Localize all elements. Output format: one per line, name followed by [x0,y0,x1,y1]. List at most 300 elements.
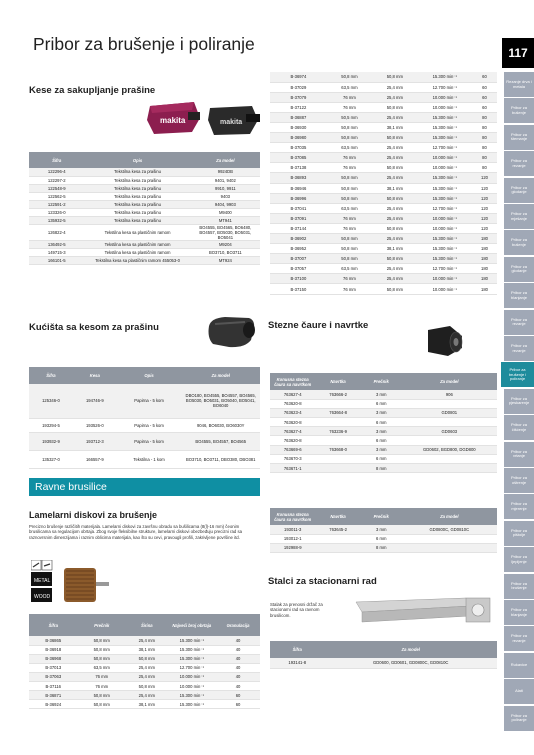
column-header: Konusna stezna čaura sa navrtkom [270,508,315,525]
column-header: Prečnik [361,373,402,390]
table-cell: 76 mm [78,681,127,690]
column-header: Za model [191,152,260,168]
table-cell: 50,8 mm [372,102,417,112]
table-cell: 50,8 mm [126,681,168,690]
table-row [29,200,260,208]
side-tab[interactable]: Pribor za ljepljenje [504,547,534,573]
table-row [270,454,497,463]
table-cell: 38,1 mm [126,700,168,709]
table-cell [315,399,360,408]
table-cell: 15.300 min⁻¹ [418,183,472,193]
side-tab[interactable]: Pribor za rezanje [504,310,534,336]
table-cell: 10.000 min⁻¹ [418,274,472,284]
table-cell: B-37150 [270,284,327,294]
column-header: Granulacija [216,614,260,636]
table-cell: 50,8 mm [78,645,127,654]
flap-discs-table [29,614,260,709]
table-cell: 10.000 min⁻¹ [418,284,472,294]
table-cell: 60 [472,102,497,112]
makita-bag-red-image [144,96,204,138]
column-header: Za model [324,641,497,658]
table-cell: 40 [216,654,260,663]
table-cell: B-36924 [29,700,78,709]
table-row [29,384,260,418]
table-cell: 906 [402,390,497,399]
table-cell: 50,8 mm [372,284,417,294]
table-cell: 38,1 mm [372,183,417,193]
table-cell: Tekstilna kesa sa plastičnim ramom [84,240,190,248]
table-cell: 76 mm [327,163,372,173]
table-cell: 15.300 min⁻¹ [418,193,472,203]
table-cell: 180 [472,244,497,254]
table-cell: 120 [472,203,497,213]
table-cell: 76 mm [78,672,127,681]
table-row [29,216,260,224]
table-cell: 38,1 mm [372,244,417,254]
table-row [29,450,260,468]
table-cell: 25,4 mm [372,264,417,274]
table-cell: 25,4 mm [126,636,168,645]
table-cell: 40 [216,663,260,672]
column-header: Za model [181,367,260,384]
table-cell: 50,8 mm [126,654,168,663]
side-tab[interactable]: Pribor za čišćenje [504,415,534,441]
side-tab[interactable]: Pribor za mješanje [504,204,534,230]
table-cell: MT941 [191,216,260,224]
table-cell: 50,8 mm [78,691,127,700]
table-cell: B-37035 [270,143,327,153]
side-tab[interactable]: Alati [504,679,534,705]
flap-discs-continued-table [270,72,497,295]
table-cell [402,454,497,463]
table-cell [402,464,497,473]
table-cell: 180 [472,234,497,244]
table-cell: 12.700 min⁻¹ [418,264,472,274]
table-cell [402,534,497,543]
table-cell: 6 mm [361,399,402,408]
side-tab[interactable]: Rezanje drva i metala [504,72,534,98]
table-cell: 25,4 mm [372,112,417,122]
table-cell: Papirna - 5 kom [117,384,182,418]
table-row [270,102,497,112]
table-row [29,224,260,240]
table-cell: 6 mm [361,534,402,543]
table-cell: 193012-1 [270,534,315,543]
table-cell: 80 [472,112,497,122]
table-row [270,143,497,153]
table-row [29,654,260,663]
column-header: Kesa [73,367,117,384]
side-tab[interactable]: Pribor za rezanje [504,336,534,362]
table-cell: 3 mm [361,408,402,417]
table-row [270,264,497,274]
table-cell: 50,8 mm [372,254,417,264]
table-row [270,163,497,173]
side-tab[interactable]: Pribor za blanjanje [504,283,534,309]
table-cell: B-37041 [270,203,327,213]
table-cell: 9401, 9402 [191,176,260,184]
table-cell: 122297-2 [29,176,84,184]
table-cell: 50,8 mm [372,193,417,203]
table-cell: 123326-0 [29,208,84,216]
table-cell: 15.300 min⁻¹ [418,173,472,183]
table-cell: 25,4 mm [126,672,168,681]
table-cell: 63,5 mm [327,82,372,92]
table-cell: 50,8 mm [372,72,417,82]
table-cell: 25,4 mm [372,153,417,163]
column-header: Za model [402,508,497,525]
table-cell [402,399,497,408]
table-cell: 763671-1 [270,464,315,473]
table-cell: B-36952 [270,244,327,254]
table-cell: 9403 [191,192,260,200]
svg-text:METAL: METAL [34,578,51,584]
table-cell: 9924DB [191,168,260,176]
side-tab[interactable]: Pribor za bušenje [504,230,534,256]
table-row [270,122,497,132]
table-cell: 10.000 min⁻¹ [418,102,472,112]
table-cell: 126822-4 [29,224,84,240]
table-cell: 136492-5 [29,240,84,248]
section-title-stand: Stalci za stacionarni rad [268,576,377,587]
table-cell: 63,5 mm [327,203,372,213]
table-row [270,173,497,183]
table-cell: 193932-9 [29,432,73,450]
table-cell: Tekstilna kesa za prašinu [84,200,190,208]
table-cell: 12.700 min⁻¹ [418,143,472,153]
table-cell: 12.700 min⁻¹ [168,663,217,672]
side-tab[interactable]: Pribor za glodanje [504,257,534,283]
table-cell: 15.300 min⁻¹ [168,700,217,709]
table-row [270,193,497,203]
table-cell: 50,8 mm [78,636,127,645]
table-cell: B-37029 [270,82,327,92]
table-cell: 15.300 min⁻¹ [418,234,472,244]
table-cell: 763645-2 [315,525,360,534]
table-cell: 193011-3 [270,525,315,534]
table-cell: 50,8 mm [327,234,372,244]
table-row [270,534,497,543]
side-tab[interactable]: Pribor za pištolje [504,521,534,547]
table-cell: 15.300 min⁻¹ [168,691,217,700]
table-cell: 76 mm [327,92,372,102]
table-cell: BO4555, BO4565, BO6480, BO4557, BO5030, BO5031, BO5041 [191,224,260,240]
table-cell: 15.300 min⁻¹ [168,645,217,654]
table-cell: 120 [472,173,497,183]
table-cell: 8 mm [361,464,402,473]
table-cell: 3 mm [361,390,402,399]
table-cell: 76 mm [327,223,372,233]
table-cell: 120 [472,223,497,233]
table-cell: 166557-9 [73,450,117,468]
table-row [29,168,260,176]
column-header: Za model [402,373,497,390]
table-row [29,240,260,248]
table-cell: Tekstilna kesa za prašinu [84,216,190,224]
collet-image [420,320,470,362]
table-cell: 80 [472,153,497,163]
table-cell: 180 [472,284,497,294]
table-cell: 38,1 mm [126,645,168,654]
table-cell: 180 [472,254,497,264]
column-header: Opis [84,152,190,168]
table-cell [315,454,360,463]
table-cell: 25,4 mm [372,143,417,153]
dust-box-image [205,312,257,352]
side-tab[interactable]: Pribor za mjerenje [504,494,534,520]
table-cell: B-36902 [270,234,327,244]
table-cell: 9046, BO6030, BO6030Y [181,418,260,432]
table-cell: B-37144 [270,223,327,233]
table-cell: 763620-8 [270,418,315,427]
table-cell: Tekstilna kesa za prašinu [84,192,190,200]
table-cell: 25,4 mm [372,203,417,213]
side-tab[interactable]: Pribor za poliranje [504,706,534,732]
stand-image [350,592,498,632]
table-cell: B-36974 [270,72,327,82]
table-cell: B-37079 [270,92,327,102]
table-cell [315,534,360,543]
table-row [270,525,497,534]
table-cell: 25,4 mm [372,274,417,284]
table-cell: 192988-9 [270,543,315,552]
table-row [270,284,497,294]
table-cell: B-37122 [270,102,327,112]
table-row [29,418,260,432]
table-cell: 40 [216,645,260,654]
table-cell [402,418,497,427]
table-cell: B-36871 [29,691,78,700]
section-band-flat-sanders: Ravne brusilice [29,478,260,496]
table-cell: 50,8 mm [327,244,372,254]
table-row [270,418,497,427]
table-cell [315,543,360,552]
table-row [270,244,497,254]
table-cell: 50,8 mm [372,163,417,173]
table-cell [402,436,497,445]
collets-table-2 [270,508,497,553]
table-row [270,464,497,473]
side-tab[interactable]: Pribor za pjeskarenje [504,389,534,415]
table-cell: 40 [216,672,260,681]
table-cell: Papirna - 5 kom [117,432,182,450]
table-row [270,82,497,92]
table-cell: 3 mm [361,525,402,534]
table-cell: Tekstilna kesa sa plastičnim ramom 455053-0 [84,256,190,264]
table-row [270,133,497,143]
section-title-collets: Stezne čaure i navrtke [268,320,369,331]
table-cell: 135932-5 [29,216,84,224]
table-cell: GD0603 [402,427,497,436]
column-header: Šifra [29,152,84,168]
table-cell: B-37085 [270,153,327,163]
table-cell: 10.000 min⁻¹ [418,213,472,223]
table-cell: 122562-5 [29,192,84,200]
side-tab[interactable]: Pribor za rezanje [504,151,534,177]
table-row [270,254,497,264]
table-cell: B-36887 [270,112,327,122]
table-row [29,256,260,264]
table-row [270,234,497,244]
table-cell: 10.000 min⁻¹ [168,672,217,681]
column-header: Najveći broj obrtaja [168,614,217,636]
table-cell: 50,8 mm [327,173,372,183]
table-cell: GD0801 [402,408,497,417]
table-cell: 122548-9 [29,184,84,192]
column-header: Navrtka [315,373,360,390]
table-cell: 15.300 min⁻¹ [418,122,472,132]
side-tab[interactable]: Pribor za brušenje i poliranje [501,362,534,388]
table-cell [402,543,497,552]
table-cell: 193294-5 [29,418,73,432]
side-tab[interactable]: Pribor za oštrenje [504,468,534,494]
table-cell: 149715-3 [29,248,84,256]
table-cell: 80 [472,122,497,132]
side-tab[interactable]: Pribor za rezanje [504,626,534,652]
flap-wheel-image [58,560,110,608]
table-cell: M9204 [191,240,260,248]
page-number: 117 [502,38,534,68]
table-cell: 125346-0 [29,384,73,418]
table-cell: 38,1 mm [372,122,417,132]
table-cell: Tekstilna kesa za prašinu [84,176,190,184]
stand-description: Stalak za prenosni držač za stacionarni rad sa ravnom brusilicom. [270,602,323,618]
table-cell: 25,4 mm [372,92,417,102]
table-row [29,176,260,184]
section-title-dust-box: Kućišta sa kesom za prašinu [29,322,159,333]
table-row [29,192,260,200]
table-cell: 12.700 min⁻¹ [418,82,472,92]
table-cell: B-36930 [270,122,327,132]
table-cell: 193712-3 [73,432,117,450]
side-tab[interactable]: Pribor za vrtanje [504,442,534,468]
table-cell: B-36946 [270,183,327,193]
table-cell: 763236-9 [315,427,360,436]
table-cell: 10.000 min⁻¹ [418,223,472,233]
table-cell: MT924 [191,256,260,264]
table-cell: 12.700 min⁻¹ [418,203,472,213]
table-cell: 120 [472,183,497,193]
table-cell: B-37063 [29,672,78,681]
table-row [29,636,260,645]
usage-icons [31,560,53,604]
table-cell: 15.300 min⁻¹ [418,112,472,122]
side-tab[interactable]: Pribor za glodanje [504,178,534,204]
table-cell: 15.300 min⁻¹ [418,133,472,143]
table-cell: B-37100 [270,274,327,284]
table-cell: 122591-2 [29,200,84,208]
table-cell: Tekstilna kesa za prašinu [84,208,190,216]
table-cell: 76 mm [327,102,372,112]
table-cell: B-36865 [29,636,78,645]
table-cell: 63,5 mm [327,143,372,153]
table-cell: 763620-8 [270,436,315,445]
table-cell: 76 mm [327,213,372,223]
table-cell: 80 [472,133,497,143]
column-header: Šifra [270,641,324,658]
side-tab[interactable]: Pribor za blanjanje [504,600,534,626]
table-cell: Tekstilna kesa sa plastičnim ramom [84,224,190,240]
table-cell: 76 mm [327,153,372,163]
table-cell: 50,8 mm [372,223,417,233]
section-title-flap-discs: Lamelarni diskovi za brušenje [29,510,158,520]
table-cell: 180 [472,274,497,284]
side-tab[interactable]: Rukavice [504,653,534,679]
side-tab[interactable]: Pribor za brušenje [504,574,534,600]
table-row [29,691,260,700]
section-title-dust-bags: Kese za sakupljanje prašine [29,85,156,96]
column-header: Širina [126,614,168,636]
table-row [29,672,260,681]
stand-table [270,641,497,669]
table-cell: 194746-9 [73,384,117,418]
table-cell: 9404, 9903 [191,200,260,208]
table-cell: B-37007 [270,254,327,264]
column-header: Prečnik [361,508,402,525]
table-cell: 763627-4 [270,390,315,399]
table-cell: 763668-0 [315,445,360,454]
column-header: Šifra [29,614,78,636]
table-cell: 3 mm [361,445,402,454]
table-cell: 120 [472,193,497,203]
table-cell: 6 mm [361,418,402,427]
table-cell: B-37116 [29,681,78,690]
table-cell: Tekstilna kesa za prašinu [84,168,190,176]
table-cell: 763666-2 [315,390,360,399]
table-row [270,203,497,213]
table-row [29,700,260,709]
table-cell: 50,5 mm [327,112,372,122]
table-cell: 763669-6 [270,445,315,454]
table-row [270,153,497,163]
table-cell: 25,4 mm [126,663,168,672]
table-cell: 122296-4 [29,168,84,176]
table-cell: 193141-8 [270,658,324,668]
table-row [270,436,497,445]
table-cell: Tekstilna kesa sa plastičnim ramom [84,248,190,256]
table-cell: 50,8 mm [327,183,372,193]
table-cell: 763620-8 [270,399,315,408]
svg-text:makita: makita [220,119,243,126]
table-cell: 15.300 min⁻¹ [168,636,217,645]
table-cell: 76 mm [327,284,372,294]
table-cell: 10.000 min⁻¹ [168,681,217,690]
table-cell: 50,8 mm [327,72,372,82]
table-cell: 15.300 min⁻¹ [168,654,217,663]
table-cell: 15.300 min⁻¹ [418,254,472,264]
table-cell: 80 [472,143,497,153]
table-cell: BO3710, BO3711, DBO380, DBO381 [181,450,260,468]
table-cell: 63,5 mm [327,264,372,274]
table-cell: B-36980 [270,133,327,143]
table-cell: GD0800C, GD0810C [402,525,497,534]
table-row [270,223,497,233]
dust-bags-table [29,152,260,265]
table-cell: 166101-5 [29,256,84,264]
column-header: Navrtka [315,508,360,525]
table-cell: 763670-3 [270,454,315,463]
table-cell: 40 [216,681,260,690]
table-cell: 50,8 mm [78,654,127,663]
table-cell: BO3710, BO3711 [191,248,260,256]
table-row [270,112,497,122]
table-cell: 60 [216,691,260,700]
side-tab[interactable]: Pribor za štemanje [504,125,534,151]
table-cell: 3 mm [361,427,402,436]
table-cell: 60 [472,72,497,82]
side-tab[interactable]: Pribor za bušenje [504,98,534,124]
table-cell: 50,8 mm [327,254,372,264]
